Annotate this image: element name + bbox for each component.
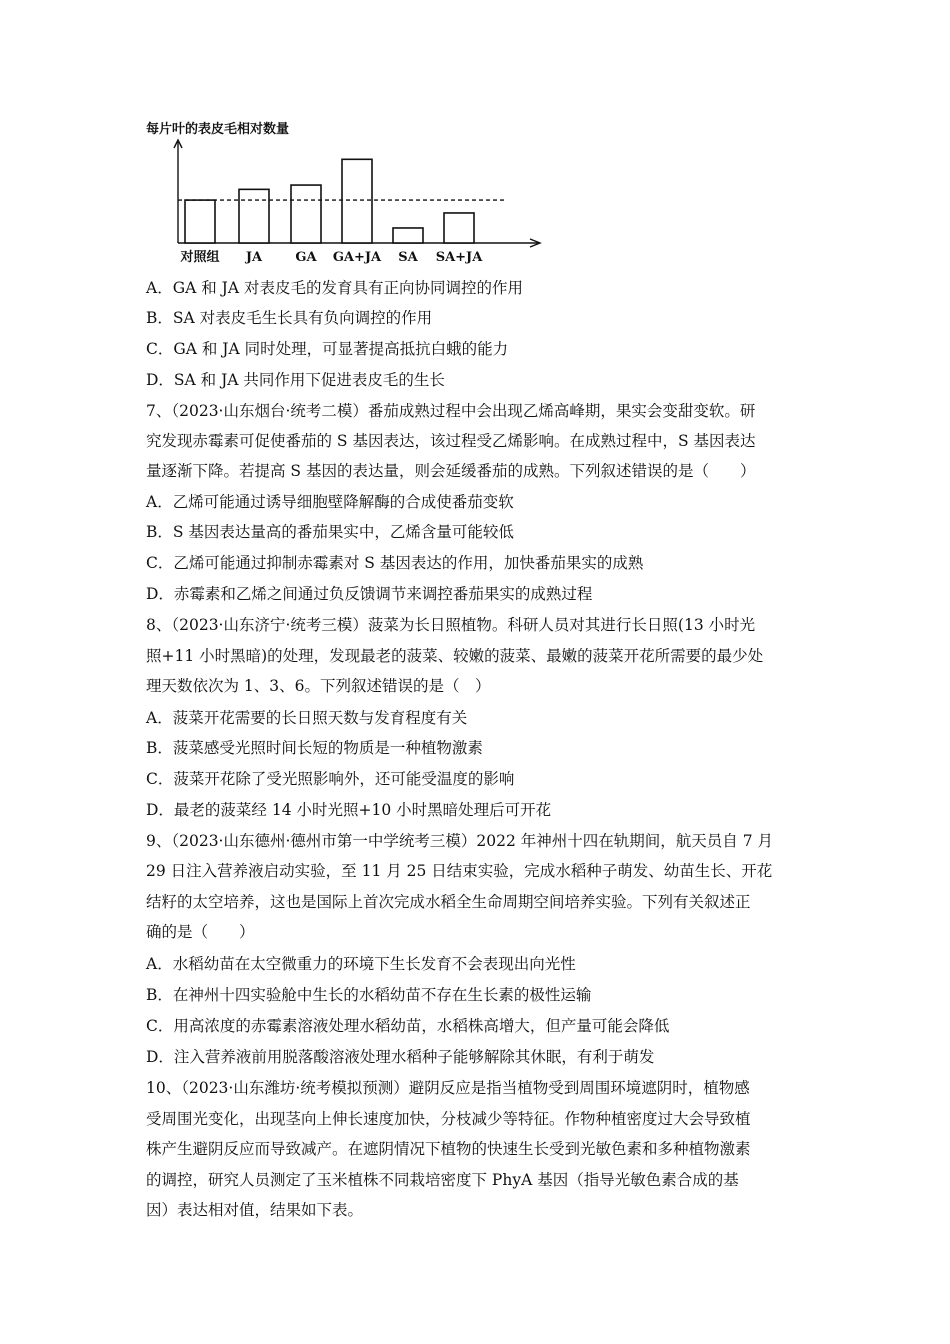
x-tick-label-5: SA+JA — [435, 250, 483, 265]
bar-2 — [291, 185, 321, 243]
q8-option-c: C．菠菜开花除了受光照影响外，还可能受温度的影响 — [146, 770, 515, 788]
q7-stem-line-1: 7、（2023·山东烟台·统考二模）番茄成熟过程中会出现乙烯高峰期，果实会变甜变软。研 — [146, 402, 756, 420]
q8-option-d: D．最老的菠菜经 14 小时光照+10 小时黑暗处理后可开花 — [146, 801, 552, 819]
q9-option-a: A．水稻幼苗在太空微重力的环境下生长发育不会表现出向光性 — [146, 955, 576, 973]
q9-stem-line-4: 确的是（ ） — [146, 923, 255, 941]
q6-option-b: B．SA 对表皮毛生长具有负向调控的作用 — [146, 309, 433, 327]
q10-stem-line-4: 的调控，研究人员测定了玉米植株不同栽培密度下 PhyA 基因（指导光敏色素合成的基 — [146, 1171, 739, 1189]
q10-stem-line-1: 10、（2023·山东潍坊·统考模拟预测）避阴反应是指当植物受到周围环境遮阴时，植物感 — [146, 1079, 750, 1097]
q8-option-a: A．菠菜开花需要的长日照天数与发育程度有关 — [146, 709, 468, 727]
q8-option-b: B．菠菜感受光照时间长短的物质是一种植物激素 — [146, 739, 483, 757]
y-axis-title: 每片叶的表皮毛相对数量 — [146, 122, 290, 137]
x-tick-label-4: SA — [398, 250, 418, 265]
q7-stem-line-3: 量逐渐下降。若提高 S 基因的表达量，则会延缓番茄的成熟。下列叙述错误的是（ ） — [146, 462, 756, 480]
q7-option-d: D．赤霉素和乙烯之间通过负反馈调节来调控番茄果实的成熟过程 — [146, 585, 593, 603]
x-tick-label-3: GA+JA — [332, 250, 382, 265]
bar-chart — [140, 118, 550, 278]
q6-option-d: D．SA 和 JA 共同作用下促进表皮毛的生长 — [146, 371, 445, 389]
chart-svg — [140, 118, 550, 278]
x-tick-label-0: 对照组 — [180, 250, 220, 265]
q10-stem-line-5: 因）表达相对值，结果如下表。 — [146, 1201, 364, 1219]
q8-stem-line-3: 理天数依次为 1、3、6。下列叙述错误的是（ ） — [146, 677, 491, 695]
q7-stem-line-2: 究发现赤霉素可促使番茄的 S 基因表达，该过程受乙烯影响。在成熟过程中，S 基因表达 — [146, 432, 756, 450]
bar-1 — [239, 189, 269, 243]
q9-option-c: C．用高浓度的赤霉素溶液处理水稻幼苗，水稻株高增大，但产量可能会降低 — [146, 1017, 670, 1035]
q7-option-a: A．乙烯可能通过诱导细胞壁降解酶的合成使番茄变软 — [146, 493, 514, 511]
q9-stem-line-3: 结籽的太空培养，这也是国际上首次完成水稻全生命周期空间培养实验。下列有关叙述正 — [146, 893, 751, 911]
q9-stem-line-2: 29 日注入营养液启动实验，至 11 月 25 日结束实验，完成水稻种子萌发、幼苗生长、开花 — [146, 862, 773, 880]
bar-3 — [342, 159, 372, 243]
q7-option-c: C．乙烯可能通过抑制赤霉素对 S 基因表达的作用，加快番茄果实的成熟 — [146, 554, 644, 572]
q9-stem-line-1: 9、（2023·山东德州·德州市第一中学统考三模）2022 年神州十四在轨期间，航天员自 7 月 — [146, 832, 774, 850]
q10-stem-line-2: 受周围光变化，出现茎向上伸长速度加快，分枝减少等特征。作物种植密度过大会导致植 — [146, 1110, 751, 1128]
x-tick-label-2: GA — [295, 250, 317, 265]
q8-stem-line-2: 照+11 小时黑暗)的处理，发现最老的菠菜、较嫩的菠菜、最嫩的菠菜开花所需要的最少处 — [146, 647, 764, 665]
bar-4 — [393, 228, 423, 243]
q6-option-a: A．GA 和 JA 对表皮毛的发育具有正向协同调控的作用 — [146, 279, 523, 297]
q10-stem-line-3: 株产生避阴反应而导致减产。在遮阴情况下植物的快速生长受到光敏色素和多种植物激素 — [146, 1140, 751, 1158]
bar-0 — [185, 200, 215, 243]
q9-option-b: B．在神州十四实验舱中生长的水稻幼苗不存在生长素的极性运输 — [146, 986, 592, 1004]
q6-option-c: C．GA 和 JA 同时处理，可显著提高抵抗白蛾的能力 — [146, 340, 509, 358]
x-tick-label-1: JA — [245, 250, 263, 265]
q8-stem-line-1: 8、（2023·山东济宁·统考三模）菠菜为长日照植物。科研人员对其进行长日照(13 小时光 — [146, 616, 756, 634]
bar-5 — [444, 213, 474, 243]
q7-option-b: B．S 基因表达量高的番茄果实中，乙烯含量可能较低 — [146, 523, 514, 541]
q9-option-d: D．注入营养液前用脱落酸溶液处理水稻种子能够解除其休眠，有利于萌发 — [146, 1048, 655, 1066]
